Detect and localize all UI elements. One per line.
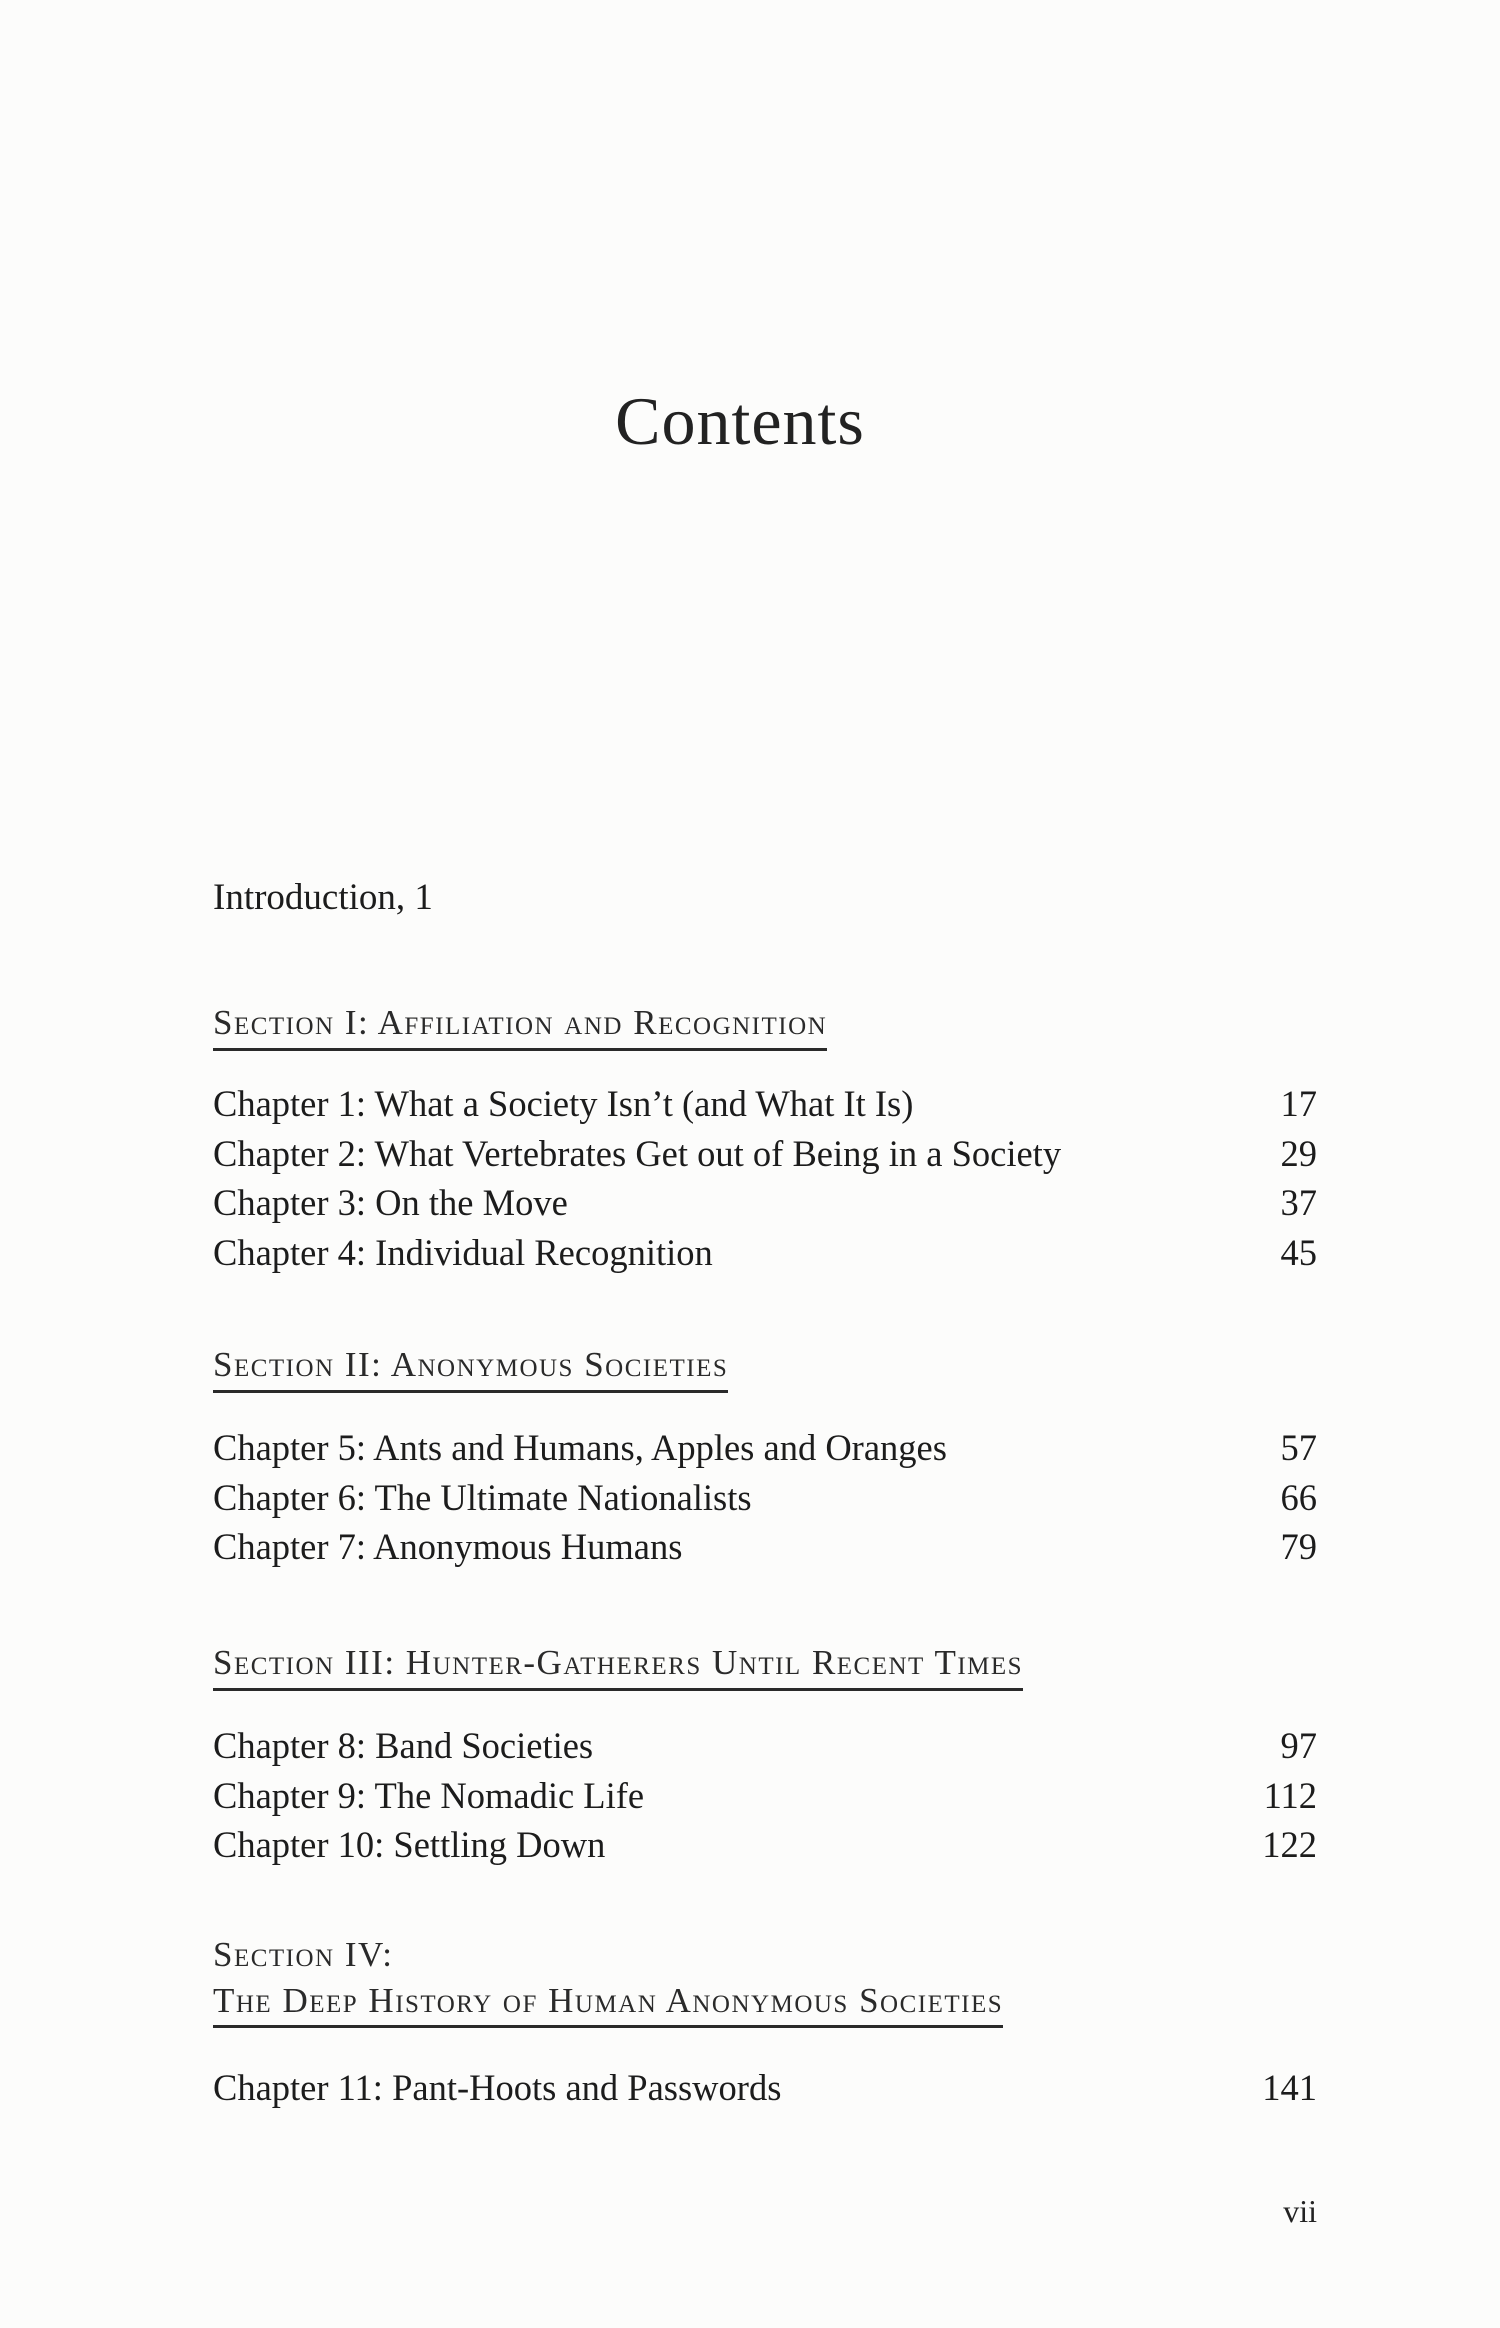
section-4-chapter-list [213,2066,1317,2116]
toc-entry [213,1774,1317,1824]
section-2-chapter-list [213,1426,1317,1575]
page-number: 66 [1280,1476,1317,1518]
toc-entry [213,1724,1317,1774]
toc-entry [213,1476,1317,1526]
section-heading-2 [213,1342,728,1393]
section-3-chapter-list [213,1724,1317,1873]
toc-entry [213,1181,1317,1231]
toc-entry [213,1823,1317,1873]
chapter-title: Chapter 4: Individual Recognition [213,1231,713,1273]
chapter-title: Chapter 2: What Vertebrates Get out of Being in a Society [213,1132,1062,1174]
chapter-title: Chapter 7: Anonymous Humans [213,1526,683,1567]
chapter-title: Chapter 11: Pant-Hoots and Passwords [213,2067,782,2108]
page-number: 79 [1280,1526,1317,1567]
page-number: 17 [1280,1083,1317,1124]
toc-entry [213,1426,1317,1476]
toc-introduction: Introduction, 1 [213,877,433,918]
page-number: 112 [1263,1774,1317,1816]
section-heading-line: The Deep History of Human Anonymous Societies [213,1980,1004,2020]
section-heading-1 [213,1000,827,1051]
chapter-title: Chapter 10: Settling Down [213,1824,606,1865]
section-heading-line: Section II: Anonymous Societies [213,1345,729,1384]
chapter-title: Chapter 3: On the Move [213,1182,568,1223]
section-heading-line: Section IV: [213,1935,394,1974]
toc-entry [213,1132,1317,1182]
chapter-title: Chapter 9: The Nomadic Life [213,1774,645,1816]
chapter-title: Chapter 6: The Ultimate Nationalists [213,1476,752,1518]
page-number: 37 [1280,1182,1317,1223]
toc-entry [213,1082,1317,1132]
page-number: 57 [1280,1427,1317,1468]
page-number: 97 [1280,1725,1317,1766]
section-heading-line: Section I: Affiliation and Recognition [213,1003,828,1042]
page-number: 45 [1280,1231,1317,1273]
page-title: Contents [615,383,865,459]
toc-entry [213,2066,1317,2116]
section-heading-4 [213,1932,1003,2028]
page-number: 122 [1262,1824,1317,1865]
section-heading-line: Section III: Hunter-Gatherers Until Recent Times [213,1643,1024,1682]
toc-entry [213,1231,1317,1281]
chapter-title: Chapter 1: What a Society Isn’t (and What It Is) [213,1083,914,1124]
page-number: 141 [1262,2067,1317,2108]
section-1-chapter-list [213,1082,1317,1280]
page-folio: vii [1283,2193,1317,2229]
section-heading-3 [213,1640,1023,1691]
page-number: 29 [1280,1132,1317,1174]
toc-entry [213,1525,1317,1575]
chapter-title: Chapter 5: Ants and Humans, Apples and Oranges [213,1427,947,1468]
chapter-title: Chapter 8: Band Societies [213,1725,594,1766]
